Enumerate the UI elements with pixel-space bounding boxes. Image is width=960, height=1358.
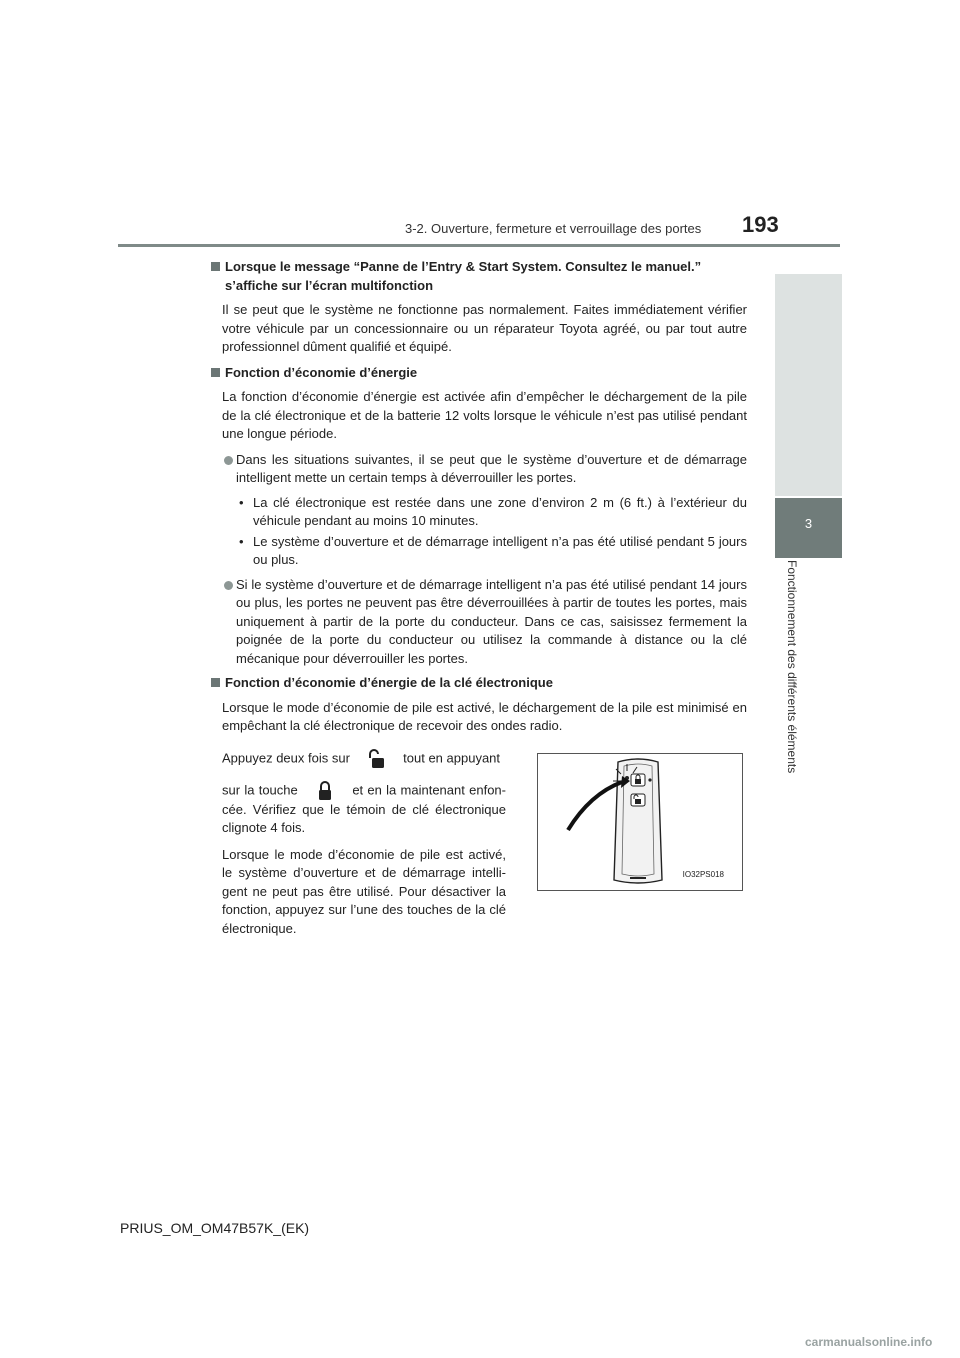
header-rule xyxy=(118,244,840,247)
sub-list-item: • La clé électronique est restée dans une zone d’environ 2 m (6 ft.) à l’extérieur du véhicule pendant au moins 10 minutes. xyxy=(239,494,747,528)
instruction-text xyxy=(222,743,506,947)
list-item: Dans les situations suivantes, il se peut que le système d’ouverture et de démarrage intelligent mette un certain temps à déverrouiller les portes. xyxy=(211,451,747,488)
figure-label: IO32PS018 xyxy=(682,870,724,879)
lock-icon xyxy=(314,781,336,801)
watermark: carmanualsonline.info xyxy=(805,1335,933,1349)
square-bullet-icon xyxy=(211,368,220,377)
square-bullet-icon xyxy=(211,262,220,271)
sub-list-item: • Le système d’ouverture et de démarrage intelligent n’a pas été utilisé pendant 5 jours ou plus. xyxy=(239,533,747,567)
section-header: 3-2. Ouverture, fermeture et verrouillage des portes xyxy=(405,221,702,236)
instruction-note: Lorsque le mode d’économie de pile est activé, le système d’ouverture et de démarrage intelligent ne peut pas être utilisé. Pour désactiver la fonction, appuyez sur l’une des touches de la clé électronique. xyxy=(222,846,506,936)
section-text-economie: La fonction d’économie d’énergie est activée afin d’empêcher le déchargement de la pile de la clé électronique et de la batterie 12 volts lorsque le véhicule n’est pas utilisé pendant une longue période. xyxy=(222,389,747,441)
unlock-icon xyxy=(366,749,388,769)
section-heading-panne: Lorsque le message “Panne de l’Entry & Start System. Consultez le manuel.” s’affiche sur l’écran multifonction xyxy=(211,258,747,295)
section-heading-economie-cle: Fonction d’économie d’énergie de la clé électronique xyxy=(211,674,747,693)
list-item: Si le système d’ouverture et de démarrage intelligent n’a pas été utilisé pendant 14 jours ou plus, les portes ne peuvent pas être déverrouillées à partir de toutes les portes, mais uniquement à partir de la porte du conducteur. Dans ce cas, saisissez fermement la poignée de la porte du conducteur ou utilisez la commande à distance ou la clé mécanique pour déverrouiller les portes. xyxy=(211,576,747,669)
section-text-panne: Il se peut que le système ne fonctionne pas normalement. Faites immédiatement vérifier votre véhicule par un concessionnaire ou un réparateur Toyota agréé, ou par tout autre professionnel dûment qualifié et équipé. xyxy=(222,302,747,354)
chapter-side-title xyxy=(785,560,805,800)
footer-doc-id: PRIUS_OM_OM47B57K_(EK) xyxy=(120,1220,310,1236)
section-heading-economie: Fonction d’économie d’énergie xyxy=(211,364,747,383)
circle-bullet-icon xyxy=(224,581,233,590)
chapter-title-text: Fonctionnement des différents éléments xyxy=(785,560,799,774)
chapter-tab-background xyxy=(775,274,842,496)
chapter-tab-number: 3 xyxy=(775,498,842,558)
instruction-step: Appuyez deux fois sur tout en appuyant xyxy=(222,749,506,769)
key-illustration xyxy=(537,753,743,891)
sub-bullet-marker: • xyxy=(239,494,244,510)
page-content xyxy=(211,258,747,943)
page-number: 193 xyxy=(742,212,779,237)
circle-bullet-icon xyxy=(224,456,233,465)
square-bullet-icon xyxy=(211,678,220,687)
section-text-economie-cle: Lorsque le mode d’économie de pile est activé, le déchargement de la pile est minimisé en empêchant la clé électronique de recevoir des ondes radio. xyxy=(222,699,747,733)
instruction-step: sur la touche et en la maintenant enfoncée. Vérifiez que le témoin de clé électronique clignote 4 fois. xyxy=(222,781,506,835)
sub-bullet-marker: • xyxy=(239,533,244,549)
instruction-block xyxy=(222,743,747,943)
